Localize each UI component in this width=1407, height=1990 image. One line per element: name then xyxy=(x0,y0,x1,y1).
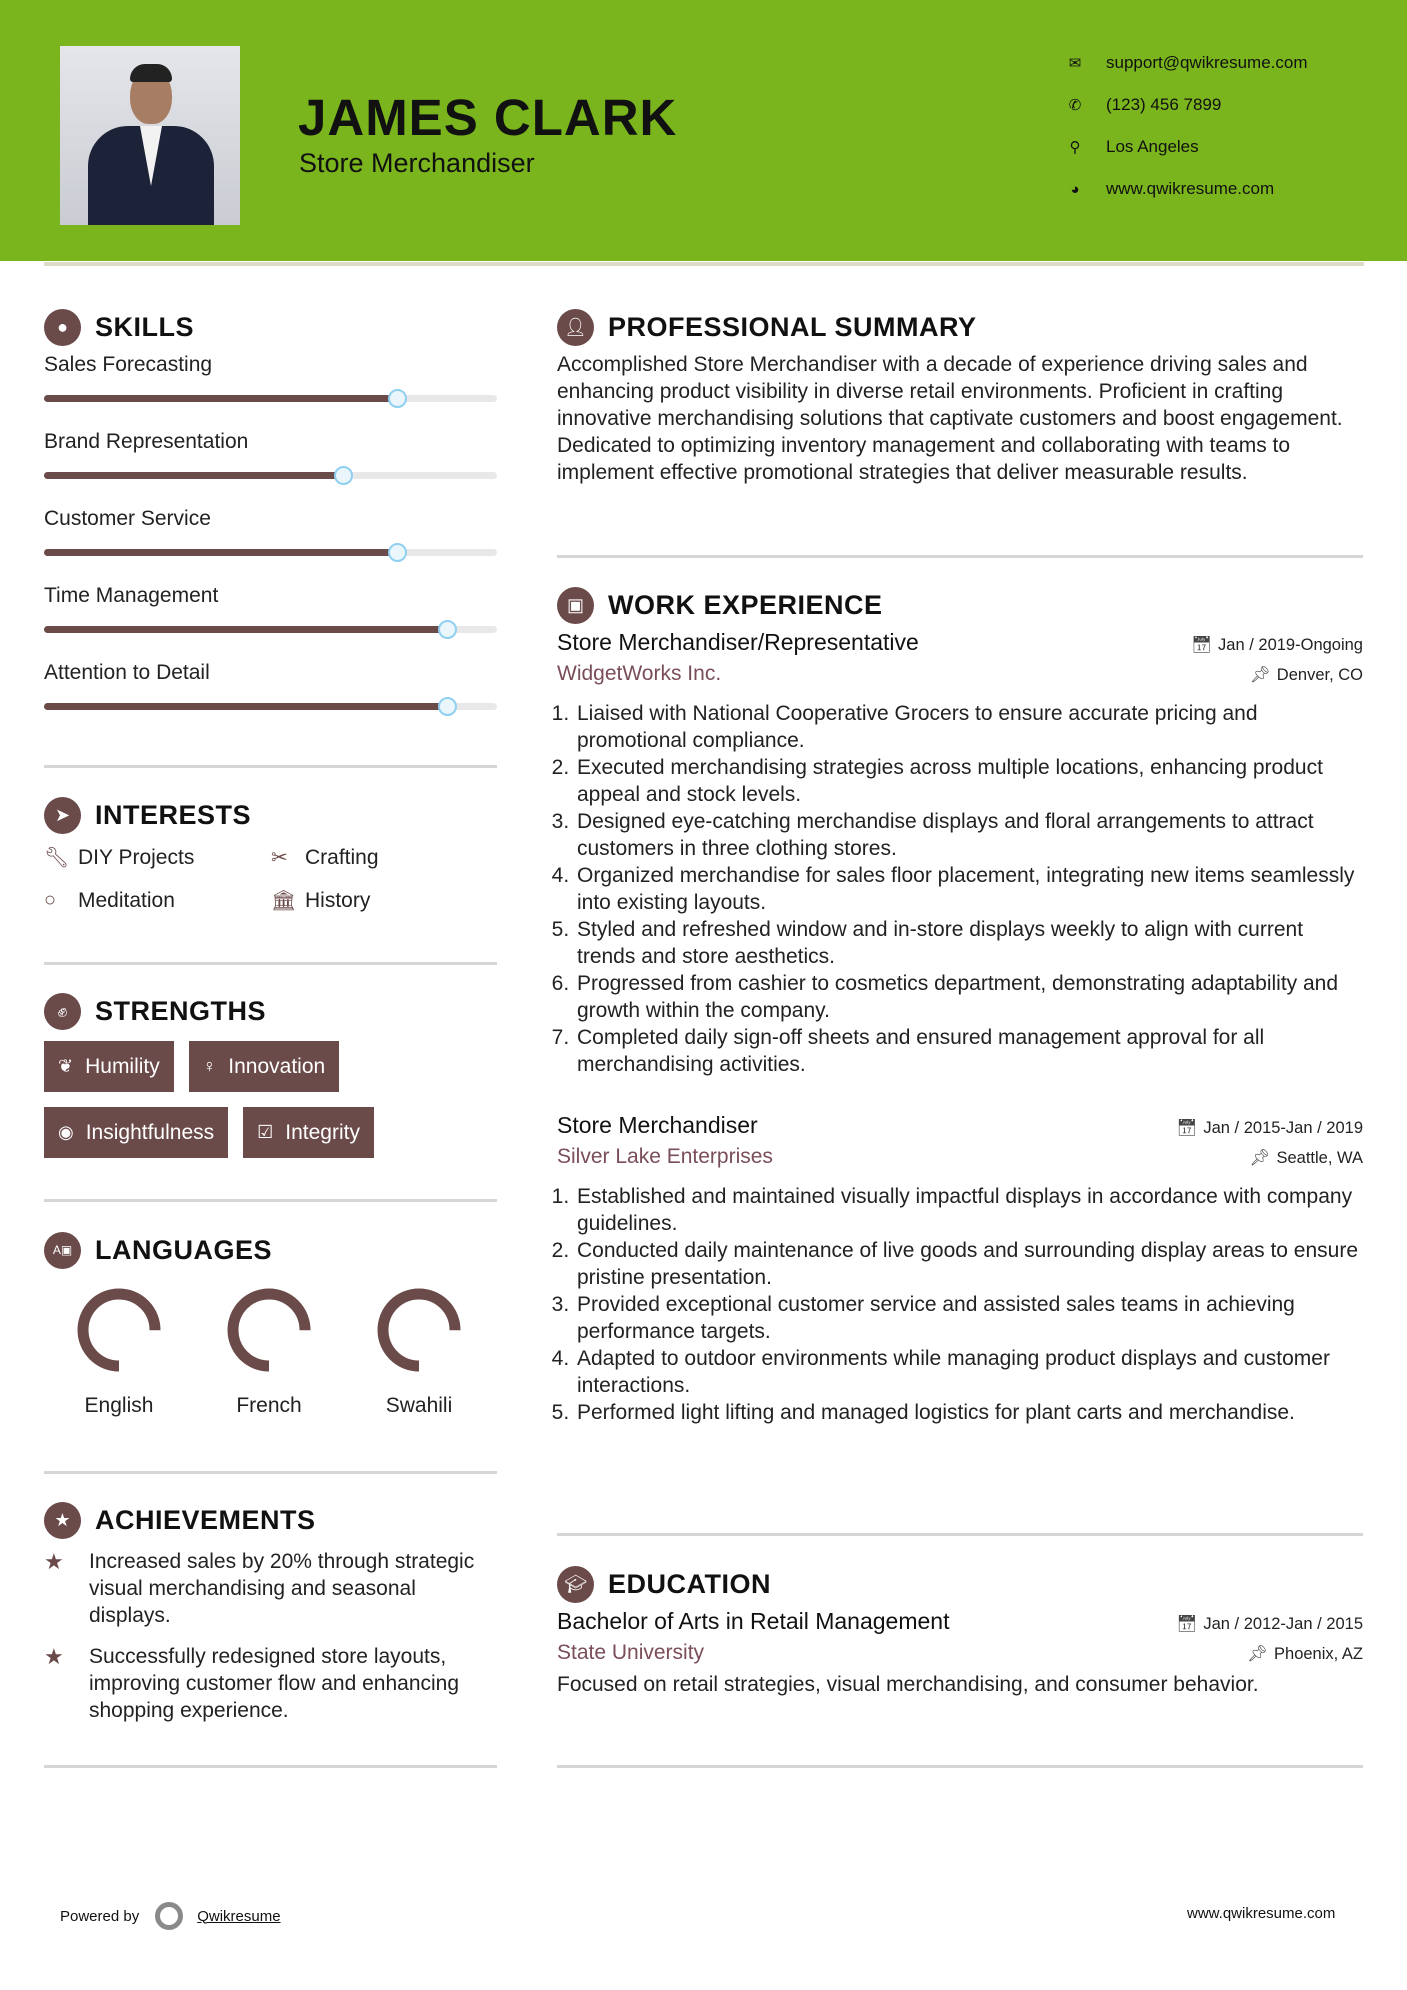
language-item xyxy=(194,1284,344,1418)
company-name: Silver Lake Enterprises xyxy=(557,1145,773,1168)
candidate-title: Store Merchandiser xyxy=(299,148,535,178)
contact-text: Los Angeles xyxy=(1106,137,1199,156)
globe-icon: ◕ xyxy=(1070,180,1080,198)
summary-text: Accomplished Store Merchandiser with a decade of experience driving sales and enhancing product visibility in diverse retail environments. Proficient in crafting innovative merchandising solutions that captivate customers and boost engagement. Dedicated to optimizing inventory management and collaborating with teams to implement effective promotional strategies that deliver measurable results. xyxy=(557,353,1343,484)
bank-icon: 🏛︎ xyxy=(271,890,297,912)
achievement-text: Successfully redesigned store layouts, improving customer flow and enhancing shopping experience. xyxy=(89,1645,460,1722)
skill-bar xyxy=(44,395,497,402)
language-label: French xyxy=(236,1394,302,1417)
achievement-item xyxy=(44,1548,497,1629)
eye-icon: ◉ xyxy=(58,1122,74,1142)
envelope-icon: ✉ xyxy=(1068,55,1082,72)
skill-bar-knob xyxy=(438,697,457,716)
divider xyxy=(44,765,497,768)
job-dates: Jan / 2019-Ongoing xyxy=(1218,636,1363,654)
languages-section xyxy=(44,1230,497,1418)
phone-icon: ✆ xyxy=(1068,97,1082,114)
divider xyxy=(44,1765,497,1768)
job-bullet: 7. Completed daily sign-off sheets and ensured management approval for all merchandising activities. xyxy=(575,1024,1363,1078)
achievements-section xyxy=(44,1500,497,1738)
circle-icon: ○ xyxy=(44,889,57,911)
job-bullet: 1. Established and maintained visually impactful displays in accordance with company guidelines. xyxy=(575,1183,1363,1237)
powered-by-text: Powered by xyxy=(60,1907,140,1925)
company-name: WidgetWorks Inc. xyxy=(557,662,722,685)
skill-bar-knob xyxy=(388,543,407,562)
footer-powered-by xyxy=(60,1902,281,1930)
skill-label: Time Management xyxy=(44,584,219,607)
resume-header xyxy=(0,0,1407,261)
divider xyxy=(44,962,497,965)
language-item xyxy=(344,1284,494,1418)
footer-url[interactable]: www.qwikresume.com xyxy=(1187,1905,1336,1922)
job-title: Store Merchandiser xyxy=(557,1112,758,1138)
skill-label: Brand Representation xyxy=(44,430,249,453)
interests-section xyxy=(44,795,497,913)
section-heading: STRENGTHS xyxy=(95,995,267,1026)
contact-text: (123) 456 7899 xyxy=(1106,95,1222,114)
skill-bar-fill xyxy=(44,472,343,479)
skill-label: Sales Forecasting xyxy=(44,353,213,376)
interest-item xyxy=(271,888,497,913)
contact-location xyxy=(1064,126,1308,168)
wrench-icon: 🔧︎ xyxy=(44,847,70,869)
checkbox-icon: ☑ xyxy=(257,1122,274,1142)
skill-label: Customer Service xyxy=(44,507,211,530)
interest-item xyxy=(44,888,271,913)
pushpin-icon: 📌︎ xyxy=(1247,1645,1269,1663)
skill-item xyxy=(44,351,497,428)
language-ring-arc xyxy=(83,1294,155,1366)
contact-text: support@qwikresume.com xyxy=(1106,53,1308,72)
job-bullet: 4. Adapted to outdoor environments while managing product displays and customer interactions. xyxy=(575,1345,1363,1399)
education-dates: Jan / 2012-Jan / 2015 xyxy=(1203,1615,1363,1633)
job-entry xyxy=(557,629,1363,1078)
skills-section xyxy=(44,307,497,736)
interest-label: Meditation xyxy=(78,888,175,912)
strength-label: Humility xyxy=(85,1054,160,1078)
strength-chip xyxy=(44,1107,228,1158)
skill-bar xyxy=(44,703,497,710)
translate-icon: A▣ xyxy=(44,1232,81,1269)
language-item xyxy=(44,1284,194,1418)
language-label: English xyxy=(84,1394,154,1417)
skill-item xyxy=(44,428,497,505)
pushpin-icon: 📌︎ xyxy=(1249,1149,1271,1167)
briefcase-icon: ▣ xyxy=(557,587,594,624)
qwikresume-logo-icon xyxy=(155,1902,183,1930)
lightbulb-icon: ♀ xyxy=(202,1056,217,1076)
summary-section xyxy=(557,307,1363,486)
contact-list xyxy=(1064,42,1308,210)
language-ring-arc xyxy=(383,1294,455,1366)
interest-item xyxy=(271,845,497,870)
skill-bar-knob xyxy=(438,620,457,639)
section-heading: PROFESSIONAL SUMMARY xyxy=(608,311,977,342)
strength-label: Innovation xyxy=(228,1054,326,1078)
job-location: Seattle, WA xyxy=(1276,1149,1363,1167)
interest-item xyxy=(44,845,271,870)
strength-chip xyxy=(189,1041,339,1092)
skill-bar-fill xyxy=(44,703,447,710)
job-bullet: 1. Liaised with National Cooperative Grocers to ensure accurate pricing and promotional compliance. xyxy=(575,700,1363,754)
pushpin-icon: 📌︎ xyxy=(1249,666,1271,684)
job-title: Store Merchandiser/Representative xyxy=(557,629,919,655)
section-heading: INTERESTS xyxy=(95,799,252,830)
skill-bar-fill xyxy=(44,549,397,556)
contact-text: www.qwikresume.com xyxy=(1106,179,1275,198)
section-heading: WORK EXPERIENCE xyxy=(608,589,883,620)
skill-bar xyxy=(44,472,497,479)
divider xyxy=(557,1533,1363,1536)
shooting-star-icon: ★ xyxy=(44,1644,64,1669)
paper-plane-icon: ➤ xyxy=(44,797,81,834)
skill-label: Attention to Detail xyxy=(44,661,210,684)
divider xyxy=(557,555,1363,558)
job-location: Denver, CO xyxy=(1276,666,1363,684)
education-section xyxy=(557,1564,1363,1698)
skill-bar xyxy=(44,549,497,556)
contact-email[interactable] xyxy=(1064,42,1308,84)
skill-bar-fill xyxy=(44,626,447,633)
language-ring xyxy=(373,1284,465,1376)
divider xyxy=(557,1765,1363,1768)
map-pin-icon: ⚲ xyxy=(1069,139,1081,156)
lightbulb-icon: ● xyxy=(44,309,81,346)
interest-label: Crafting xyxy=(305,845,379,869)
job-bullet: 4. Organized merchandise for sales floor placement, integrating new items seamlessly into existing layouts. xyxy=(575,862,1363,916)
qwikresume-link[interactable]: Qwikresume xyxy=(197,1907,281,1925)
divider xyxy=(44,1199,497,1202)
section-heading: EDUCATION xyxy=(608,1568,771,1599)
skill-bar-knob xyxy=(334,466,353,485)
skill-bar-fill xyxy=(44,395,397,402)
skill-item xyxy=(44,582,497,659)
language-ring-arc xyxy=(233,1294,305,1366)
job-bullet: 2. Conducted daily maintenance of live goods and surrounding display areas to ensure pristine presentation. xyxy=(575,1237,1363,1291)
language-label: Swahili xyxy=(385,1394,453,1417)
skill-bar-knob xyxy=(388,389,407,408)
star-badge-icon: ★ xyxy=(44,1502,81,1539)
job-bullet: 3. Designed eye-catching merchandise displays and floral arrangements to attract customers in three clothing stores. xyxy=(575,808,1363,862)
strength-chip xyxy=(243,1107,374,1158)
job-bullet: 5. Styled and refreshed window and in-store displays weekly to align with current trends and store aesthetics. xyxy=(575,916,1363,970)
calendar-icon: 📅︎ xyxy=(1176,1615,1198,1633)
skill-item xyxy=(44,505,497,582)
contact-website[interactable] xyxy=(1064,168,1308,210)
language-ring xyxy=(223,1284,315,1376)
leaf-icon: ❦ xyxy=(58,1056,74,1076)
job-entry xyxy=(557,1112,1363,1426)
divider xyxy=(44,1471,497,1474)
work-experience-section xyxy=(557,585,1363,1426)
education-description: Focused on retail strategies, visual merchandising, and consumer behavior. xyxy=(557,1673,1259,1696)
calendar-icon: 📅︎ xyxy=(1176,1119,1198,1137)
language-ring xyxy=(73,1284,165,1376)
job-bullets xyxy=(557,1183,1363,1426)
candidate-name: JAMES CLARK xyxy=(298,89,678,146)
achievement-item xyxy=(44,1643,497,1724)
strength-label: Insightfulness xyxy=(85,1120,215,1144)
job-bullet: 5. Performed light lifting and managed logistics for plant carts and merchandise. xyxy=(575,1399,1363,1426)
degree: Bachelor of Arts in Retail Management xyxy=(557,1608,950,1634)
user-icon: 👤︎ xyxy=(557,309,594,346)
contact-phone xyxy=(1064,84,1308,126)
strength-label: Integrity xyxy=(285,1120,360,1144)
job-bullet: 6. Progressed from cashier to cosmetics department, demonstrating adaptability and growth within the company. xyxy=(575,970,1363,1024)
header-divider xyxy=(44,262,1364,266)
scissors-icon: ✂ xyxy=(271,847,288,869)
interest-label: History xyxy=(305,888,371,912)
calendar-icon: 📅︎ xyxy=(1191,636,1213,654)
achievement-text: Increased sales by 20% through strategic visual merchandising and seasonal displays. xyxy=(89,1550,475,1627)
school: State University xyxy=(557,1641,705,1664)
education-location: Phoenix, AZ xyxy=(1274,1645,1363,1663)
skill-item xyxy=(44,659,497,736)
job-dates: Jan / 2015-Jan / 2019 xyxy=(1203,1119,1363,1137)
section-heading: ACHIEVEMENTS xyxy=(95,1504,316,1535)
section-heading: LANGUAGES xyxy=(95,1234,273,1265)
section-heading: SKILLS xyxy=(95,311,195,342)
skill-bar xyxy=(44,626,497,633)
strengths-section xyxy=(44,991,497,1158)
interest-label: DIY Projects xyxy=(78,845,195,869)
shooting-star-icon: ★ xyxy=(44,1549,64,1574)
job-bullet: 3. Provided exceptional customer service and assisted sales teams in achieving performance targets. xyxy=(575,1291,1363,1345)
job-bullets xyxy=(557,700,1363,1078)
profile-photo xyxy=(60,46,240,225)
fist-icon: ✊︎ xyxy=(44,993,81,1030)
strength-chip xyxy=(44,1041,174,1092)
graduate-icon: 🎓︎ xyxy=(557,1566,594,1603)
job-bullet: 2. Executed merchandising strategies across multiple locations, enhancing product appeal and stock levels. xyxy=(575,754,1363,808)
